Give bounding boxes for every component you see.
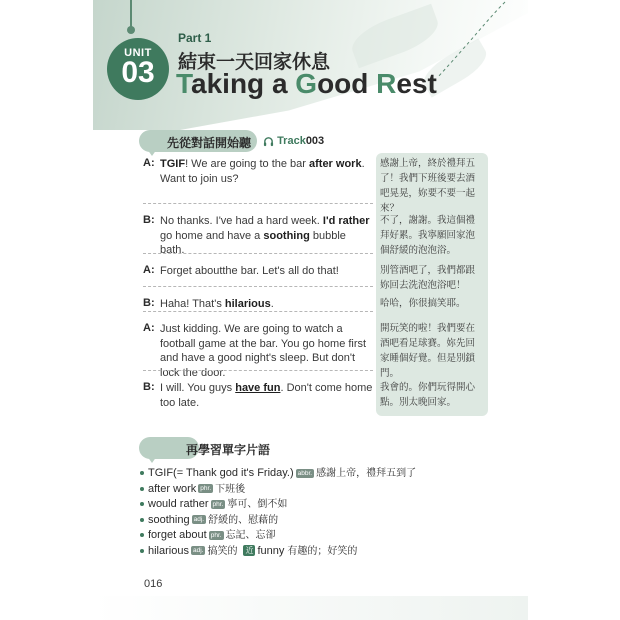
bullet-icon xyxy=(140,549,144,553)
dialog-chinese-translation: 別管酒吧了，我們都跟妳回去洗泡泡浴吧！ xyxy=(380,265,476,291)
part-of-speech-badge: phr. xyxy=(210,531,222,539)
track-label[interactable] xyxy=(263,135,324,147)
page-number: 016 xyxy=(144,578,163,590)
track-number: 003 xyxy=(305,135,325,147)
speaker-label: B: xyxy=(143,214,155,226)
title-capital-letter: R xyxy=(376,68,397,99)
bullet-icon xyxy=(140,471,144,475)
title-capital-letter: T xyxy=(176,68,192,99)
part-of-speech-badge: adj. xyxy=(193,516,205,524)
dialog-separator xyxy=(143,253,373,254)
title-text-part: ood xyxy=(317,68,377,99)
part-of-speech-badge: abbr. xyxy=(297,469,313,477)
dialog-chinese-translation: 不了，謝謝。我這個禮拜好累。我寧願回家泡個舒緩的泡泡浴。 xyxy=(380,215,476,256)
vocab-term: hilarious xyxy=(148,544,189,557)
headphones-icon xyxy=(263,136,274,147)
speaker-label: A: xyxy=(143,157,155,169)
synonym-meaning: 有趣的；好笑的 xyxy=(287,545,358,557)
dialog-english-line: Forget aboutthe bar. Let's all do that! xyxy=(160,265,339,277)
dialog-chinese-translation: 開玩笑的啦！我們要在酒吧看足球賽。妳先回家睡個好覺。但是別鎖門。 xyxy=(380,323,476,379)
dialog-separator xyxy=(143,311,373,312)
vocab-item xyxy=(140,526,416,542)
dialog-english-line: Haha! That's hilarious. xyxy=(160,298,274,310)
unit-number: 03 xyxy=(121,56,155,89)
title-chinese: 結束一天回家休息 xyxy=(178,52,331,73)
dialog-separator xyxy=(143,203,373,204)
vocab-item xyxy=(140,480,416,496)
dialog-english-line: Just kidding. We are going to watch a football game at the bar. You go home first and have a good night's sleep. But don't lock the door. xyxy=(160,323,367,379)
title-text-part: est xyxy=(396,68,437,99)
speaker-label: B: xyxy=(143,297,155,309)
part-label: Part 1 xyxy=(178,31,212,45)
vocab-meaning: 搞笑的 xyxy=(207,545,238,557)
part-of-speech-badge: phr. xyxy=(212,500,224,508)
dialog-separator xyxy=(143,370,373,371)
speaker-label: A: xyxy=(143,322,155,334)
vocab-term: forget about xyxy=(148,529,207,541)
vocab-term: after work xyxy=(148,482,197,495)
bullet-icon xyxy=(140,487,144,491)
vocab-item xyxy=(140,464,416,480)
vocab-section-heading xyxy=(139,437,299,459)
speaker-label: B: xyxy=(143,381,155,393)
vocab-list xyxy=(140,464,416,557)
hanging-dot xyxy=(127,26,135,34)
vocab-heading-text: 再學習單字片語 xyxy=(186,443,271,457)
unit-badge xyxy=(107,38,169,100)
speaker-label: A: xyxy=(143,264,155,276)
part-of-speech-badge: adj. xyxy=(192,547,204,555)
vocab-term: would rather xyxy=(148,498,209,510)
dialog-english-line: TGIF! We are going to the bar after work. Want to join us? xyxy=(160,158,365,185)
bullet-icon xyxy=(140,518,144,522)
dialog-english-line: I will. You guys have fun. Don't come home too late. xyxy=(160,382,373,409)
speech-bubble-tail xyxy=(147,149,157,156)
vocab-term: soothing xyxy=(148,513,190,526)
vocab-meaning: 感謝上帝，禮拜五到了 xyxy=(316,468,417,479)
dialog-heading-text: 先從對話開始聽 xyxy=(167,136,252,150)
vocab-item xyxy=(140,511,416,527)
title-english xyxy=(176,68,437,100)
dialog-separator xyxy=(143,286,373,287)
vocab-meaning: 下班後 xyxy=(215,483,246,495)
dialog-chinese-translation: 哈哈，你很搞笑耶。 xyxy=(380,298,466,309)
vocab-item xyxy=(140,495,416,511)
track-word: Track xyxy=(277,135,306,147)
footer-decoration xyxy=(93,596,528,620)
dialog-chinese-translation: 感謝上帝，終於禮拜五了！我們下班後要去酒吧晃晃，妳要不要一起來？ xyxy=(380,158,476,214)
vocab-meaning: 寧可、倒不如 xyxy=(227,499,288,510)
unit-label: UNIT xyxy=(124,47,152,59)
bullet-icon xyxy=(140,502,144,506)
bullet-icon xyxy=(140,533,144,537)
vocab-term: TGIF(= Thank god it's Friday.) xyxy=(148,467,294,479)
synonym-term: funny xyxy=(257,544,288,557)
dialog-chinese-translation: 我會的。你們玩得開心點。別太晚回家。 xyxy=(380,382,476,408)
part-of-speech-badge: phr. xyxy=(200,485,212,493)
title-capital-letter: G xyxy=(295,68,318,99)
vocab-meaning: 舒緩的、慰藉的 xyxy=(208,514,279,526)
speech-bubble-tail xyxy=(147,456,157,463)
vocab-meaning: 忘記、忘卻 xyxy=(225,530,276,541)
synonym-badge: 近 xyxy=(245,546,254,556)
vocab-item xyxy=(140,542,416,558)
hanging-string xyxy=(130,0,132,28)
dialog-english-line: No thanks. I've had a hard week. I'd rather go home and have a soothing bubble bath. xyxy=(160,215,370,256)
dialog-section-heading xyxy=(139,130,339,152)
title-text-part: aking a xyxy=(191,68,296,99)
